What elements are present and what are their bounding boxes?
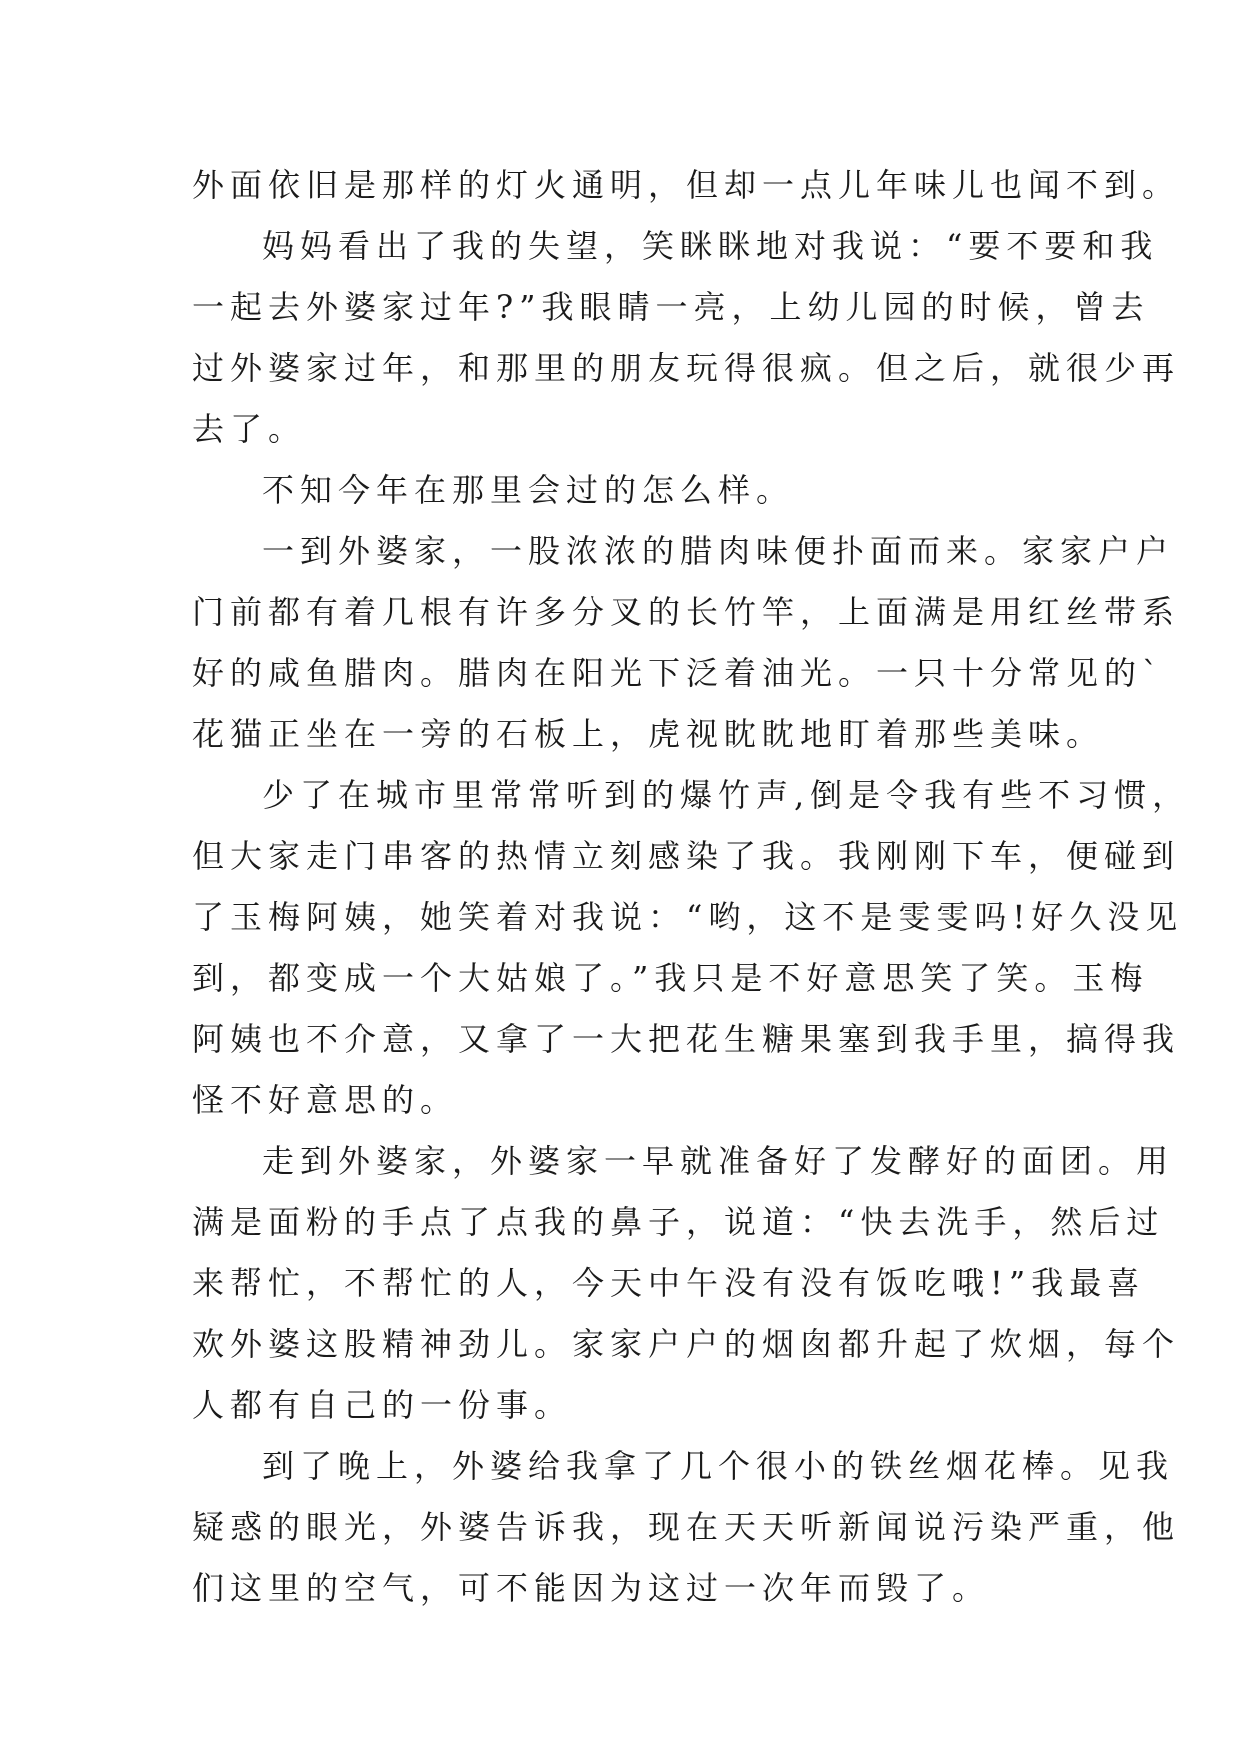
text-line: 妈妈看出了我的失望，笑眯眯地对我说：“要不要和我: [262, 227, 1159, 265]
text-line: 欢外婆这股精神劲儿。家家户户的烟囱都升起了炊烟，每个: [192, 1325, 1181, 1363]
text-line: 了玉梅阿姨，她笑着对我说：“哟，这不是雯雯吗!好久没见: [192, 898, 1184, 936]
text-line: 怪不好意思的。: [192, 1081, 459, 1119]
text-line: 少了在城市里常常听到的爆竹声,倒是令我有些不习惯，: [262, 776, 1191, 814]
text-line: 到，都变成一个大姑娘了。”我只是不好意思笑了笑。玉梅: [192, 959, 1149, 997]
text-line: 不知今年在那里会过的怎么样。: [262, 471, 795, 509]
text-line: 们这里的空气，可不能因为这过一次年而毁了。: [192, 1569, 991, 1607]
text-line: 来帮忙，不帮忙的人，今天中午没有没有饭吃哦!”我最喜: [192, 1264, 1146, 1302]
text-line: 花猫正坐在一旁的石板上，虎视眈眈地盯着那些美味。: [192, 715, 1105, 753]
text-line: 阿姨也不介意，又拿了一大把花生糖果塞到我手里，搞得我: [192, 1020, 1181, 1058]
text-line: 但大家走门串客的热情立刻感染了我。我刚刚下车，便碰到: [192, 837, 1181, 875]
text-line: 外面依旧是那样的灯火通明，但却一点儿年味儿也闻不到。: [192, 166, 1181, 204]
text-line: 满是面粉的手点了点我的鼻子，说道：“快去洗手，然后过: [192, 1203, 1165, 1241]
text-line: 过外婆家过年，和那里的朋友玩得很疯。但之后，就很少再: [192, 349, 1181, 387]
text-line: 好的咸鱼腊肉。腊肉在阳光下泛着油光。一只十分常见的`: [192, 654, 1165, 692]
text-line: 一起去外婆家过年?”我眼睛一亮，上幼儿园的时候，曾去: [192, 288, 1150, 326]
text-line: 人都有自己的一份事。: [192, 1386, 573, 1424]
text-line: 门前都有着几根有许多分叉的长竹竿，上面满是用红丝带系: [192, 593, 1181, 631]
text-line: 到了晚上，外婆给我拿了几个很小的铁丝烟花棒。见我: [262, 1447, 1175, 1485]
text-line: 去了。: [192, 410, 307, 448]
text-line: 走到外婆家，外婆家一早就准备好了发酵好的面团。用: [262, 1142, 1175, 1180]
text-line: 一到外婆家，一股浓浓的腊肉味便扑面而来。家家户户: [262, 532, 1175, 570]
text-line: 疑惑的眼光，外婆告诉我，现在天天听新闻说污染严重，他: [192, 1508, 1181, 1546]
document-body: [192, 155, 1191, 1619]
